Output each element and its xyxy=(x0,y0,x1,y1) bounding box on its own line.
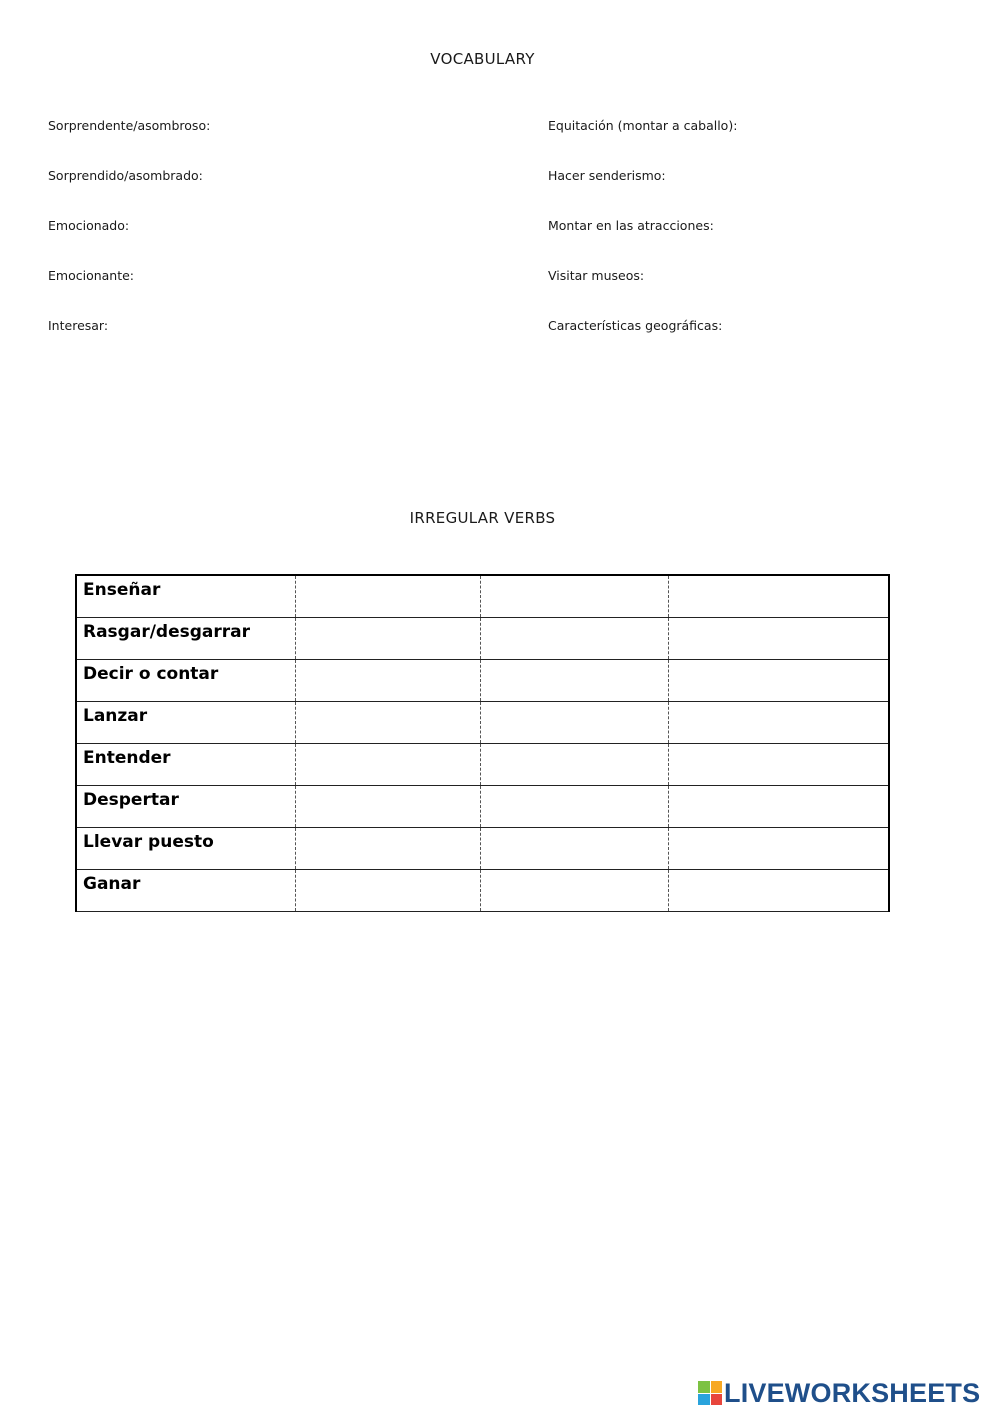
answer-cell[interactable] xyxy=(669,618,890,660)
answer-cell[interactable] xyxy=(481,702,669,744)
answer-cell[interactable] xyxy=(296,702,481,744)
answer-cell[interactable] xyxy=(296,618,481,660)
vocab-item: Características geográficas: xyxy=(548,318,723,333)
vocab-item: Emocionado: xyxy=(48,218,130,233)
answer-cell[interactable] xyxy=(481,870,669,912)
vocab-item: Sorprendido/asombrado: xyxy=(48,168,203,183)
liveworksheets-logo[interactable] xyxy=(698,1380,980,1406)
vocab-item: Equitación (montar a caballo): xyxy=(548,118,738,133)
answer-cell[interactable] xyxy=(296,575,481,618)
logo-square xyxy=(698,1381,710,1393)
logo-square xyxy=(711,1394,723,1406)
answer-cell[interactable] xyxy=(669,660,890,702)
table-row xyxy=(76,786,889,828)
logo-square xyxy=(711,1381,723,1393)
vocab-item: Sorprendente/asombroso: xyxy=(48,118,211,133)
table-row xyxy=(76,870,889,912)
vocab-item: Hacer senderismo: xyxy=(548,168,666,183)
vocabulary-title: VOCABULARY xyxy=(430,50,535,68)
verb-cell xyxy=(76,786,296,828)
answer-cell[interactable] xyxy=(296,660,481,702)
table-row xyxy=(76,702,889,744)
verb-cell xyxy=(76,575,296,618)
answer-cell[interactable] xyxy=(481,575,669,618)
verb-label: Despertar xyxy=(83,790,179,810)
verb-cell xyxy=(76,702,296,744)
answer-cell[interactable] xyxy=(669,575,890,618)
table-row xyxy=(76,828,889,870)
verb-cell xyxy=(76,828,296,870)
table-row xyxy=(76,660,889,702)
verb-cell xyxy=(76,744,296,786)
answer-cell[interactable] xyxy=(481,660,669,702)
verb-cell xyxy=(76,618,296,660)
verb-cell xyxy=(76,660,296,702)
irregular-verbs-table xyxy=(75,574,890,912)
answer-cell[interactable] xyxy=(481,744,669,786)
answer-cell[interactable] xyxy=(481,828,669,870)
table-row xyxy=(76,744,889,786)
answer-cell[interactable] xyxy=(481,786,669,828)
vocab-item: Visitar museos: xyxy=(548,268,645,283)
verb-label: Ganar xyxy=(83,874,141,894)
verb-label: Entender xyxy=(83,748,171,768)
answer-cell[interactable] xyxy=(481,618,669,660)
verb-label: Lanzar xyxy=(83,706,148,726)
answer-cell[interactable] xyxy=(296,870,481,912)
answer-cell[interactable] xyxy=(669,702,890,744)
vocab-item: Interesar: xyxy=(48,318,109,333)
verb-cell xyxy=(76,870,296,912)
vocab-item: Emocionante: xyxy=(48,268,135,283)
verb-label: Llevar puesto xyxy=(83,832,214,852)
answer-cell[interactable] xyxy=(296,786,481,828)
verb-label: Enseñar xyxy=(83,580,161,600)
logo-text: LIVEWORKSHEETS xyxy=(724,1378,981,1408)
answer-cell[interactable] xyxy=(669,870,890,912)
answer-cell[interactable] xyxy=(296,744,481,786)
answer-cell[interactable] xyxy=(296,828,481,870)
verb-label: Rasgar/desgarrar xyxy=(83,622,250,642)
logo-square xyxy=(698,1394,710,1406)
answer-cell[interactable] xyxy=(669,786,890,828)
verb-label: Decir o contar xyxy=(83,664,219,684)
liveworksheets-logo-icon xyxy=(698,1381,722,1405)
vocab-item: Montar en las atracciones: xyxy=(548,218,714,233)
answer-cell[interactable] xyxy=(669,828,890,870)
irregular-verbs-title: IRREGULAR VERBS xyxy=(409,509,556,527)
table-row xyxy=(76,575,889,618)
answer-cell[interactable] xyxy=(669,744,890,786)
table-row xyxy=(76,618,889,660)
